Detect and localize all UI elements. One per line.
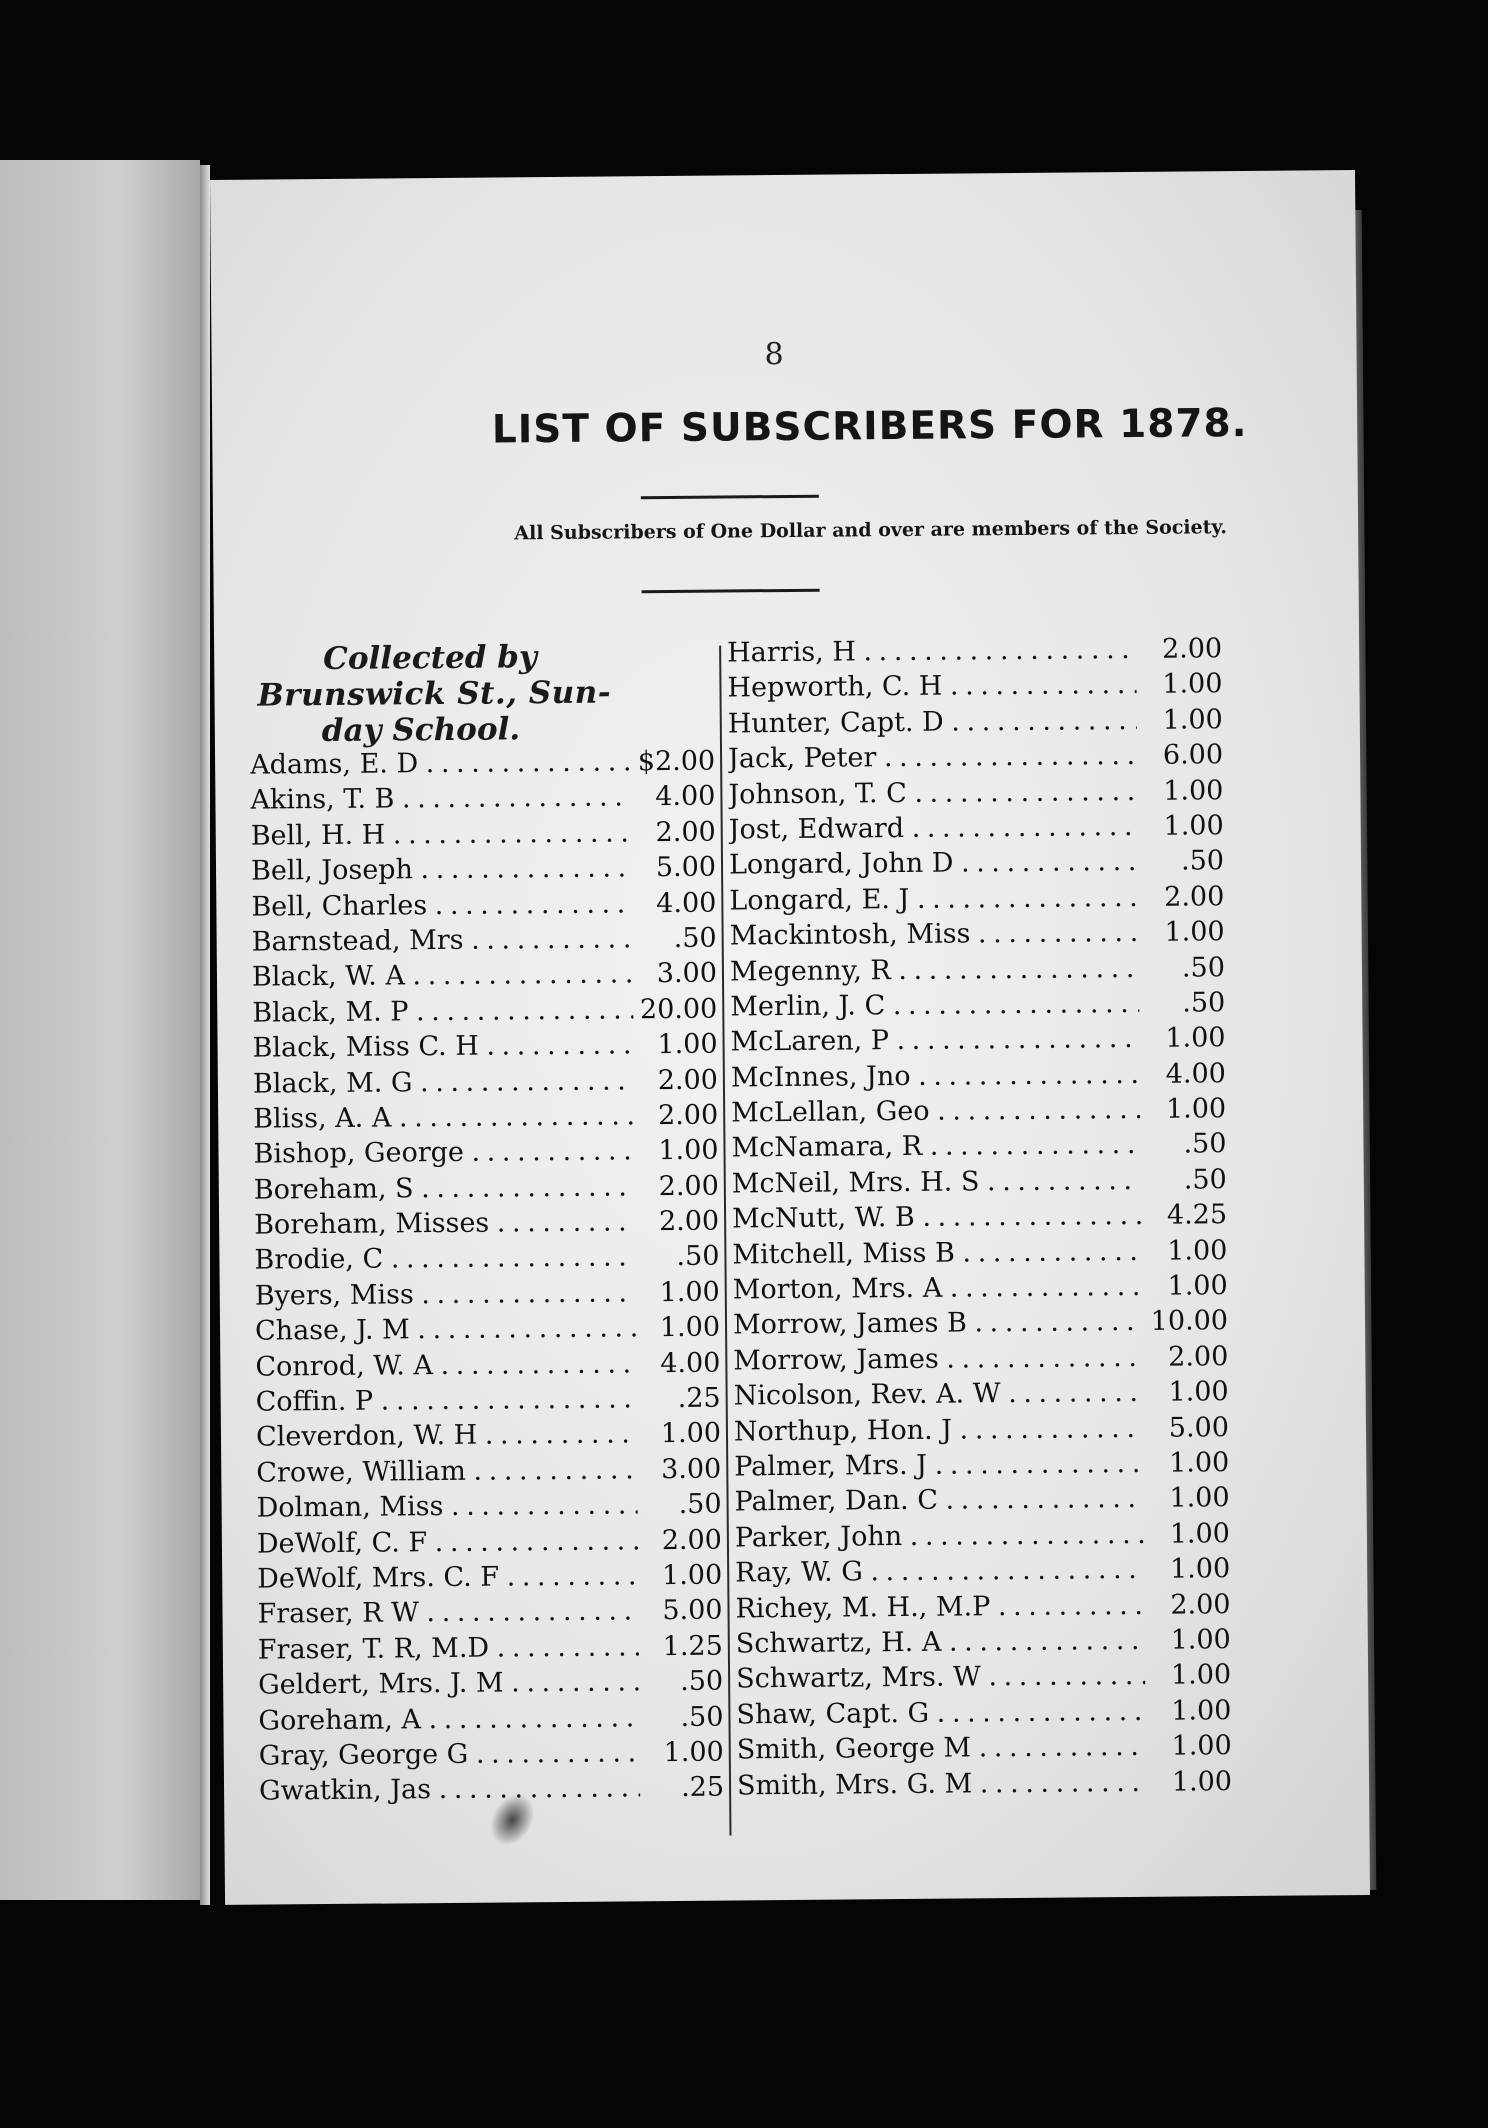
subscription-amount: .50 [673,922,717,954]
subscriber-name: Megenny, R . . . [730,952,1139,987]
subscription-amount: 2.00 [1170,1588,1231,1621]
subscription-amount: .50 [1183,1128,1227,1161]
subscriber-row [734,1412,1229,1452]
subscriber-name: Geldert, Mrs. J. M . . . [258,1666,639,1700]
subscriber-name: Coffin. P . . . [256,1383,637,1417]
subscriber-row [737,1766,1232,1806]
subscription-amount: 1.00 [1169,1553,1231,1585]
subscriber-name: Fraser, T. R, M.D . . . [258,1631,639,1665]
subscriber-name: McNamara, R . . . [731,1129,1140,1164]
subscription-amount: 1.00 [1165,1022,1226,1054]
subscriber-row [731,1129,1226,1169]
subscriber-name: Morrow, James . . . [733,1342,1142,1377]
subscriber-row [254,1170,719,1209]
subscriber-name: Black, M. P . . . [252,994,633,1028]
subscriber-name: Schwartz, Mrs. W . . . [736,1660,1145,1695]
subscription-amount: .50 [680,1665,724,1698]
subscription-amount: 5.00 [662,1594,723,1627]
subscriber-row [250,781,715,820]
subscription-amount: 1.00 [1167,1234,1228,1267]
subscriber-name: Merlin, J. C . . . [730,988,1139,1023]
subscriber-row [258,1630,723,1669]
subscription-amount: 1.00 [1170,1624,1231,1656]
subscriber-name: Goreham, A . . . [258,1702,639,1736]
subscriber-row [735,1589,1230,1629]
subscriber-name: Adams, E. D . . . [250,746,631,780]
subscription-amount: 3.00 [656,957,718,990]
subscriber-name: Northup, Hon. J . . . [734,1412,1143,1447]
subscription-amount: 1.00 [657,1028,718,1061]
subscription-amount: 1.00 [1171,1694,1232,1727]
subscription-amount: 4.00 [655,781,716,813]
subscription-amount: 4.00 [1165,1057,1226,1090]
subscriber-row [733,1270,1228,1310]
subscriber-row [732,1235,1227,1275]
collection-heading [249,638,715,750]
subscriber-name: Conrod, W. A . . . [255,1348,636,1382]
subscription-amount: 1.00 [1171,1730,1232,1762]
subscription-amount: $2.00 [637,745,716,778]
subscriber-name: Hepworth, C. H . . . [727,669,1136,704]
subscriber-name: Black, Miss C. H . . . [252,1029,633,1063]
left-subscriber-column [249,638,724,1812]
subscriber-row [728,739,1223,779]
subscriber-row [256,1453,721,1492]
subscription-amount: 1.00 [1162,668,1223,701]
subscriber-row [731,1093,1226,1133]
subscriber-row [254,1241,719,1280]
subscription-amount: 1.00 [1169,1517,1231,1550]
subscriber-name: Palmer, Mrs. J . . . [734,1448,1143,1483]
subtitle-rule [642,589,820,594]
page-title: LIST OF SUBSCRIBERS FOR 1878. [491,400,1248,453]
subscription-amount: 1.00 [1168,1376,1229,1408]
subscription-amount: 2.00 [655,816,716,848]
heading-line: Collected by [323,639,538,678]
subscriber-row [252,958,717,997]
subscriber-name: Chase, J. M . . . [255,1313,636,1347]
subscriber-name: Parker, John . . . [735,1519,1144,1554]
subscription-amount: 1.00 [1163,774,1224,807]
subscriber-row [732,1164,1227,1204]
subscriber-name: Jack, Peter . . . [728,740,1137,775]
subscription-amount: 1.00 [661,1559,723,1592]
subscriber-row [729,846,1224,886]
subscriber-name: Palmer, Dan. C . . . [734,1483,1143,1518]
subscriber-name: Bliss, A. A . . . [253,1100,634,1134]
subscriber-name: McNutt, W. B . . . [732,1200,1141,1235]
subscriber-row [735,1553,1230,1593]
subscription-amount: .50 [676,1241,720,1273]
subscriber-name: Jost, Edward . . . [729,811,1138,846]
subscriber-row [254,1206,719,1245]
subscription-amount: 3.00 [661,1453,722,1485]
subscriber-name: Nicolson, Rev. A. W . . . [734,1377,1143,1412]
subscription-amount: .25 [677,1382,721,1414]
subscriber-row [727,633,1222,673]
subscriber-name: McNeil, Mrs. H. S . . . [732,1165,1141,1200]
subscription-amount: 5.00 [655,851,717,884]
subscriber-row [727,669,1222,709]
subscriber-row [731,1058,1226,1098]
subscriber-name: Black, W. A . . . [252,959,633,993]
subscriber-name: Longard, E. J . . . [729,882,1138,917]
subscription-amount: 1.00 [660,1418,722,1450]
subscription-amount: 1.00 [1165,1093,1227,1125]
subscription-amount: 4.00 [656,887,717,919]
subscription-amount: 1.00 [1163,810,1224,842]
subscriber-name: Schwartz, H. A . . . [736,1625,1145,1660]
subscriber-row [257,1595,722,1634]
subscriber-row [255,1276,720,1315]
subscriber-name: McLaren, P . . . [730,1023,1139,1058]
subscription-amount: .50 [1181,951,1226,984]
subscription-amount: .25 [680,1771,725,1804]
document-page [210,170,1370,1905]
subscriber-row [256,1418,721,1457]
subscriber-list [250,746,724,1812]
subscriber-name: Bell, Charles . . . [251,888,632,922]
subscriber-name: DeWolf, C. F . . . [257,1525,638,1559]
subscriber-row [734,1376,1229,1416]
subscription-amount: 1.00 [659,1311,721,1344]
subscription-amount: 4.00 [660,1347,721,1379]
subscriber-name: Barnstead, Mrs . . . [252,923,633,957]
subscriber-name: Black, M. G . . . [253,1065,634,1099]
subscription-amount: 2.00 [657,1099,719,1132]
subscriber-name: DeWolf, Mrs. C. F . . . [257,1560,638,1594]
subscription-amount: .50 [1180,845,1225,877]
subscriber-name: Hunter, Capt. D . . . [728,705,1137,740]
subscriber-name: Shaw, Capt. G . . . [736,1696,1145,1731]
subscriber-row [728,775,1223,815]
subscription-amount: 6.00 [1162,739,1224,771]
subscriber-row [732,1199,1227,1239]
subscriber-row [259,1737,724,1776]
subscription-amount: 1.00 [1171,1765,1233,1798]
subscriber-row [258,1666,723,1705]
subscription-amount: .50 [1182,987,1226,1019]
subscriber-name: Crowe, William . . . [256,1454,637,1488]
subscriber-row [253,1135,718,1174]
subscriber-name: Harris, H . . . [727,634,1136,669]
subscription-amount: 1.25 [662,1630,723,1662]
subscriber-name: Brodie, C . . . [254,1242,635,1276]
subscriber-name: Bishop, George . . . [253,1136,634,1170]
subscriber-row [252,993,717,1032]
subscriber-row [255,1347,720,1386]
subscription-amount: 2.00 [661,1524,723,1556]
subscription-amount: 1.00 [1162,703,1223,736]
subscriber-row [728,704,1223,744]
subscriber-row [257,1524,722,1563]
subscription-amount: 1.00 [658,1134,719,1167]
subscriber-name: Morton, Mrs. A . . . [733,1271,1142,1306]
subscriber-row [737,1730,1232,1770]
subscriber-name: Ray, W. G . . . [735,1554,1144,1589]
subscription-amount: 1.00 [659,1276,720,1308]
subscriber-name: Bell, Joseph . . . [251,853,632,887]
subscriber-row [736,1695,1231,1735]
subscriber-list [727,633,1232,1805]
subscriber-name: Smith, Mrs. G. M . . . [737,1766,1146,1801]
subscription-amount: 2.00 [658,1170,719,1202]
subscription-amount: 2.00 [1168,1340,1229,1373]
subscriber-name: Mitchell, Miss B . . . [732,1236,1141,1271]
page-number: 8 [764,336,784,373]
facing-page [0,160,200,1900]
subscription-amount: .50 [678,1488,722,1521]
subscription-amount: 2.00 [657,1064,719,1096]
subscription-amount: .50 [680,1701,724,1733]
heading-line: Brunswick St., Sun- [257,674,612,714]
subscriber-row [258,1701,723,1740]
subscription-amount: 1.00 [1167,1270,1228,1302]
subscriber-row [252,923,717,962]
subscriber-name: Mackintosh, Miss . . . [730,917,1139,952]
membership-note: All Subscribers of One Dollar and over are members of the Society. [514,516,1227,545]
book-gutter [200,165,210,1905]
subscriber-name: Gwatkin, Jas . . . [259,1773,640,1807]
subscriber-row [257,1560,722,1599]
subscriber-row [256,1489,721,1528]
subscription-amount: 1.00 [1164,916,1225,948]
subscriber-name: Dolman, Miss . . . [256,1490,637,1524]
subscription-amount: 1.00 [1168,1447,1230,1479]
subscription-amount: 4.25 [1166,1199,1228,1231]
subscriber-name: Gray, George G . . . [259,1737,640,1771]
subscriber-row [730,916,1225,956]
subscriber-name: McInnes, Jno . . . [731,1059,1140,1094]
heading-line: day School. [321,711,521,750]
subscriber-row [733,1341,1228,1381]
subscription-amount: 2.00 [1161,633,1223,665]
subscriber-row [730,1022,1225,1062]
subscriber-row [736,1624,1231,1664]
subscriber-name: Richey, M. H., M.P . . . [735,1589,1144,1624]
subscription-amount: 2.00 [1164,880,1225,913]
subscriber-row [729,810,1224,850]
subscriber-name: Cleverdon, W. H . . . [256,1419,637,1453]
subscriber-row [252,1029,717,1068]
subscriber-row [734,1483,1229,1523]
subscriber-name: Fraser, R W . . . [257,1596,638,1630]
subscriber-name: Smith, George M . . . [737,1731,1146,1766]
subscriber-row [251,816,716,855]
subscriber-row [259,1772,724,1811]
subscriber-row [729,881,1224,921]
subscriber-name: Akins, T. B . . . [250,782,631,816]
subscriber-row [255,1312,720,1351]
subscription-amount: 1.00 [1169,1482,1230,1515]
subscription-amount: .50 [1183,1164,1227,1196]
subscription-amount: 20.00 [639,993,718,1026]
subscription-amount: 5.00 [1168,1411,1230,1444]
subscriber-row [256,1383,721,1422]
subscriber-name: McLellan, Geo . . . [731,1094,1140,1129]
subscriber-row [730,952,1225,992]
subscriber-name: Bell, H. H . . . [251,817,632,851]
right-subscriber-column [727,633,1232,1805]
subscriber-row [251,852,716,891]
subscriber-row [253,1100,718,1139]
subscriber-row [253,1064,718,1103]
subscriber-row [736,1659,1231,1699]
subscription-amount: 1.00 [663,1736,724,1769]
subscriber-name: Morrow, James B . . . [733,1306,1142,1341]
subscription-amount: 1.00 [1170,1659,1232,1691]
subscription-amount: 2.00 [658,1205,720,1238]
subscriber-row [251,887,716,926]
subscriber-row [250,746,715,785]
subscriber-row [730,987,1225,1027]
subscriber-name: Johnson, T. C . . . [728,775,1137,810]
subscriber-row [735,1518,1230,1558]
subscriber-row [733,1306,1228,1346]
title-rule [641,495,819,500]
subscriber-name: Byers, Miss . . . [255,1277,636,1311]
subscriber-name: Longard, John D . . . [729,846,1138,881]
subscription-amount: 10.00 [1150,1305,1229,1338]
subscriber-name: Boreham, Misses . . . [254,1206,635,1240]
subscriber-name: Boreham, S . . . [254,1171,635,1205]
subscriber-row [734,1447,1229,1487]
